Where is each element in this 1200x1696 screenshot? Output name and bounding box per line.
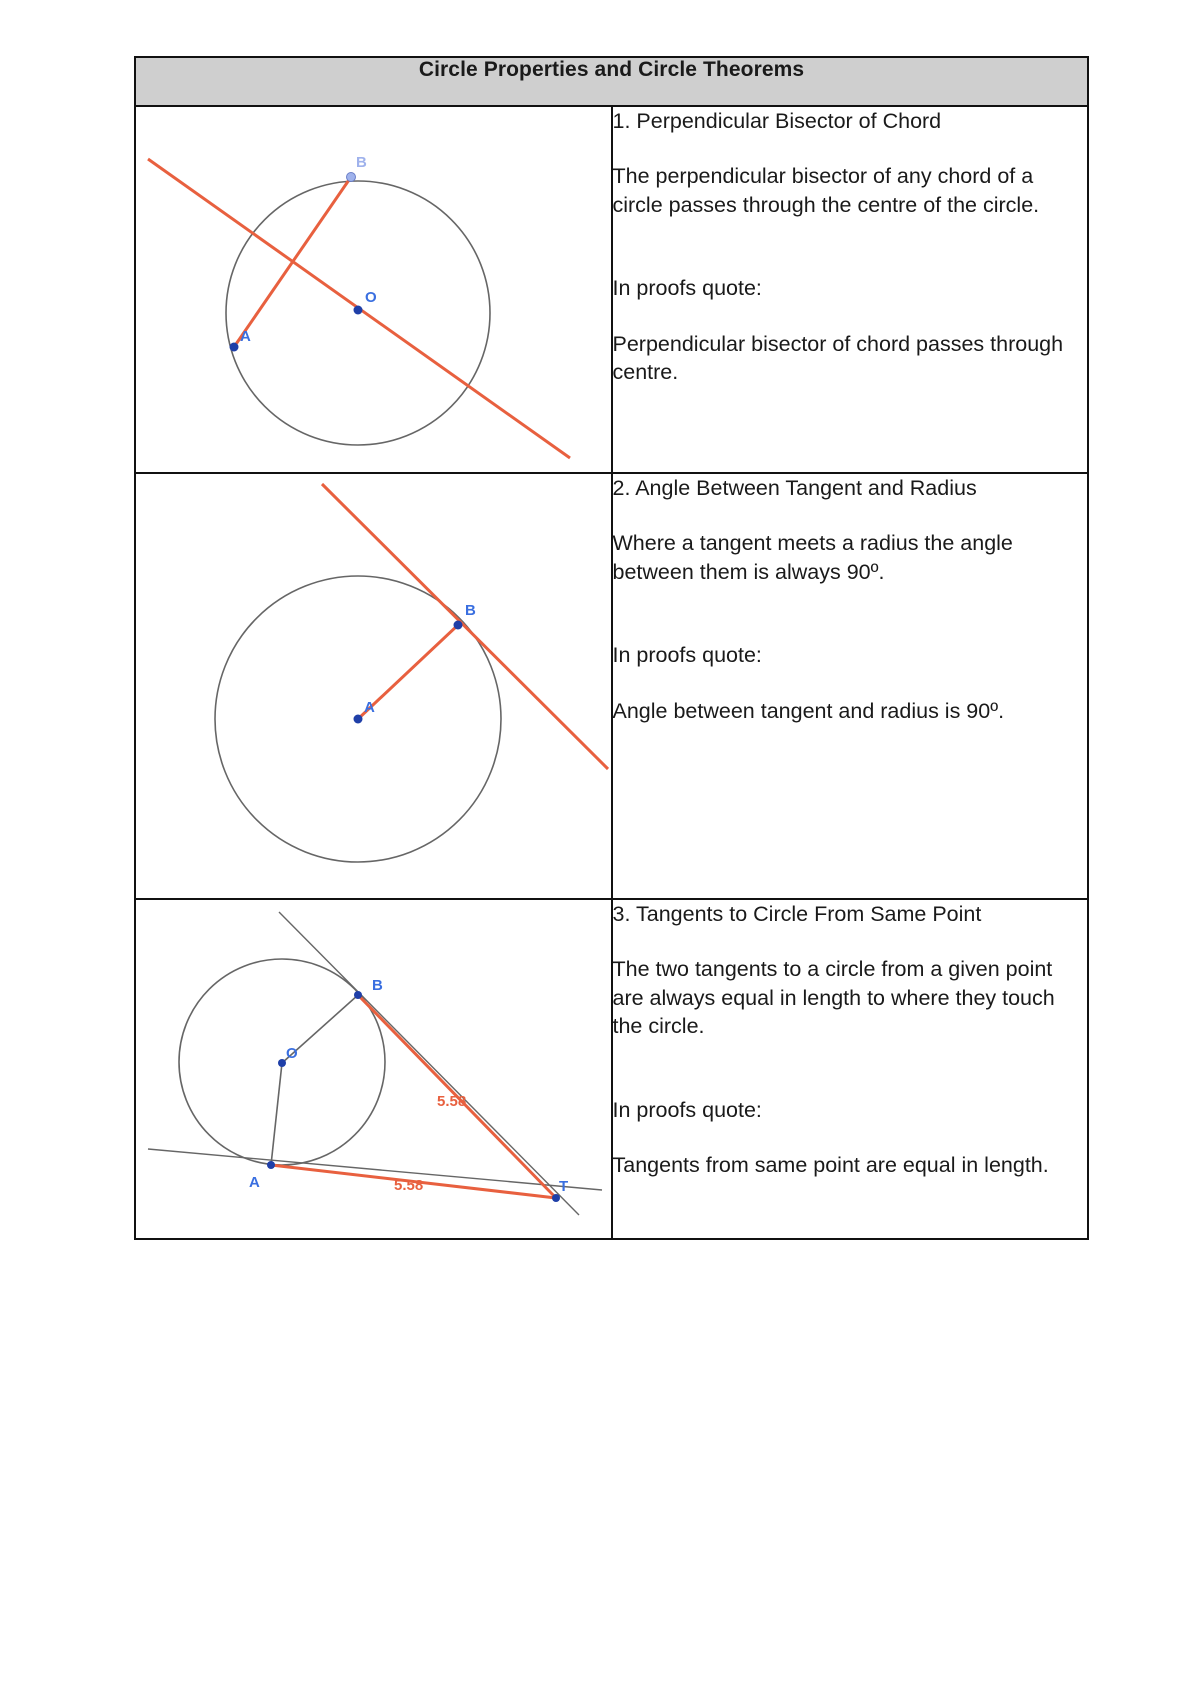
theorem-description: Where a tangent meets a radius the angle between them is always 90º. xyxy=(612,531,1013,584)
tangent-extension-b xyxy=(279,912,579,1215)
label-t: T xyxy=(559,1178,569,1195)
theorem-description: The two tangents to a circle from a given point are always equal in length to where they touch the circle. xyxy=(612,957,1055,1039)
table-row xyxy=(135,473,1088,899)
figure-cell-tangent-radius xyxy=(135,473,612,899)
point-o xyxy=(354,306,363,315)
point-a xyxy=(267,1161,275,1169)
radius-oa xyxy=(271,1063,282,1165)
theorem-heading: 1. Perpendicular Bisector of Chord xyxy=(612,109,942,133)
label-o: O xyxy=(365,289,377,306)
tangents-same-point-diagram xyxy=(136,900,610,1238)
table-row xyxy=(135,899,1088,1239)
quote-text: Perpendicular bisector of chord passes through centre. xyxy=(612,331,1064,384)
text-cell-tangent-radius xyxy=(612,473,1089,899)
table-row xyxy=(135,106,1088,473)
text-cell-tangents-same-point xyxy=(612,899,1089,1239)
label-a: A xyxy=(240,328,251,345)
point-b xyxy=(354,991,362,999)
text-cell-perpendicular-bisector xyxy=(612,106,1089,473)
label-a: A xyxy=(249,1174,260,1191)
length-label-tb: 5.58 xyxy=(437,1093,467,1110)
quote-text: Angle between tangent and radius is 90º. xyxy=(612,698,1005,723)
figure-cell-tangents-same-point xyxy=(135,899,612,1239)
tangent-line xyxy=(322,484,608,769)
length-label-ta: 5.58 xyxy=(394,1177,424,1194)
figure-cell-perpendicular-bisector xyxy=(135,106,612,473)
label-b: B xyxy=(372,977,383,994)
quote-label: In proofs quote: xyxy=(612,1097,762,1122)
theorem-heading: 3. Tangents to Circle From Same Point xyxy=(612,902,982,926)
label-a: A xyxy=(364,699,375,716)
theorem-heading: 2. Angle Between Tangent and Radius xyxy=(612,476,977,500)
tangent-radius-diagram xyxy=(136,474,610,898)
document-sheet xyxy=(134,56,1089,1240)
point-a xyxy=(230,343,239,352)
label-b: B xyxy=(465,602,476,619)
perpendicular-bisector-diagram xyxy=(136,107,610,472)
point-b xyxy=(454,621,463,630)
circle-properties-table xyxy=(134,56,1089,1240)
point-a xyxy=(354,715,363,724)
quote-label: In proofs quote: xyxy=(612,643,762,668)
point-t xyxy=(552,1194,560,1202)
chord-ab xyxy=(234,177,351,347)
theorem-description: The perpendicular bisector of any chord of a circle passes through the centre of the circle. xyxy=(612,164,1040,217)
label-b: B xyxy=(356,154,367,171)
table-title: Circle Properties and Circle Theorems xyxy=(135,57,1088,106)
point-b xyxy=(347,173,356,182)
quote-label: In proofs quote: xyxy=(612,276,762,301)
point-o xyxy=(278,1059,286,1067)
label-o: O xyxy=(286,1045,298,1062)
quote-text: Tangents from same point are equal in length. xyxy=(612,1152,1049,1177)
